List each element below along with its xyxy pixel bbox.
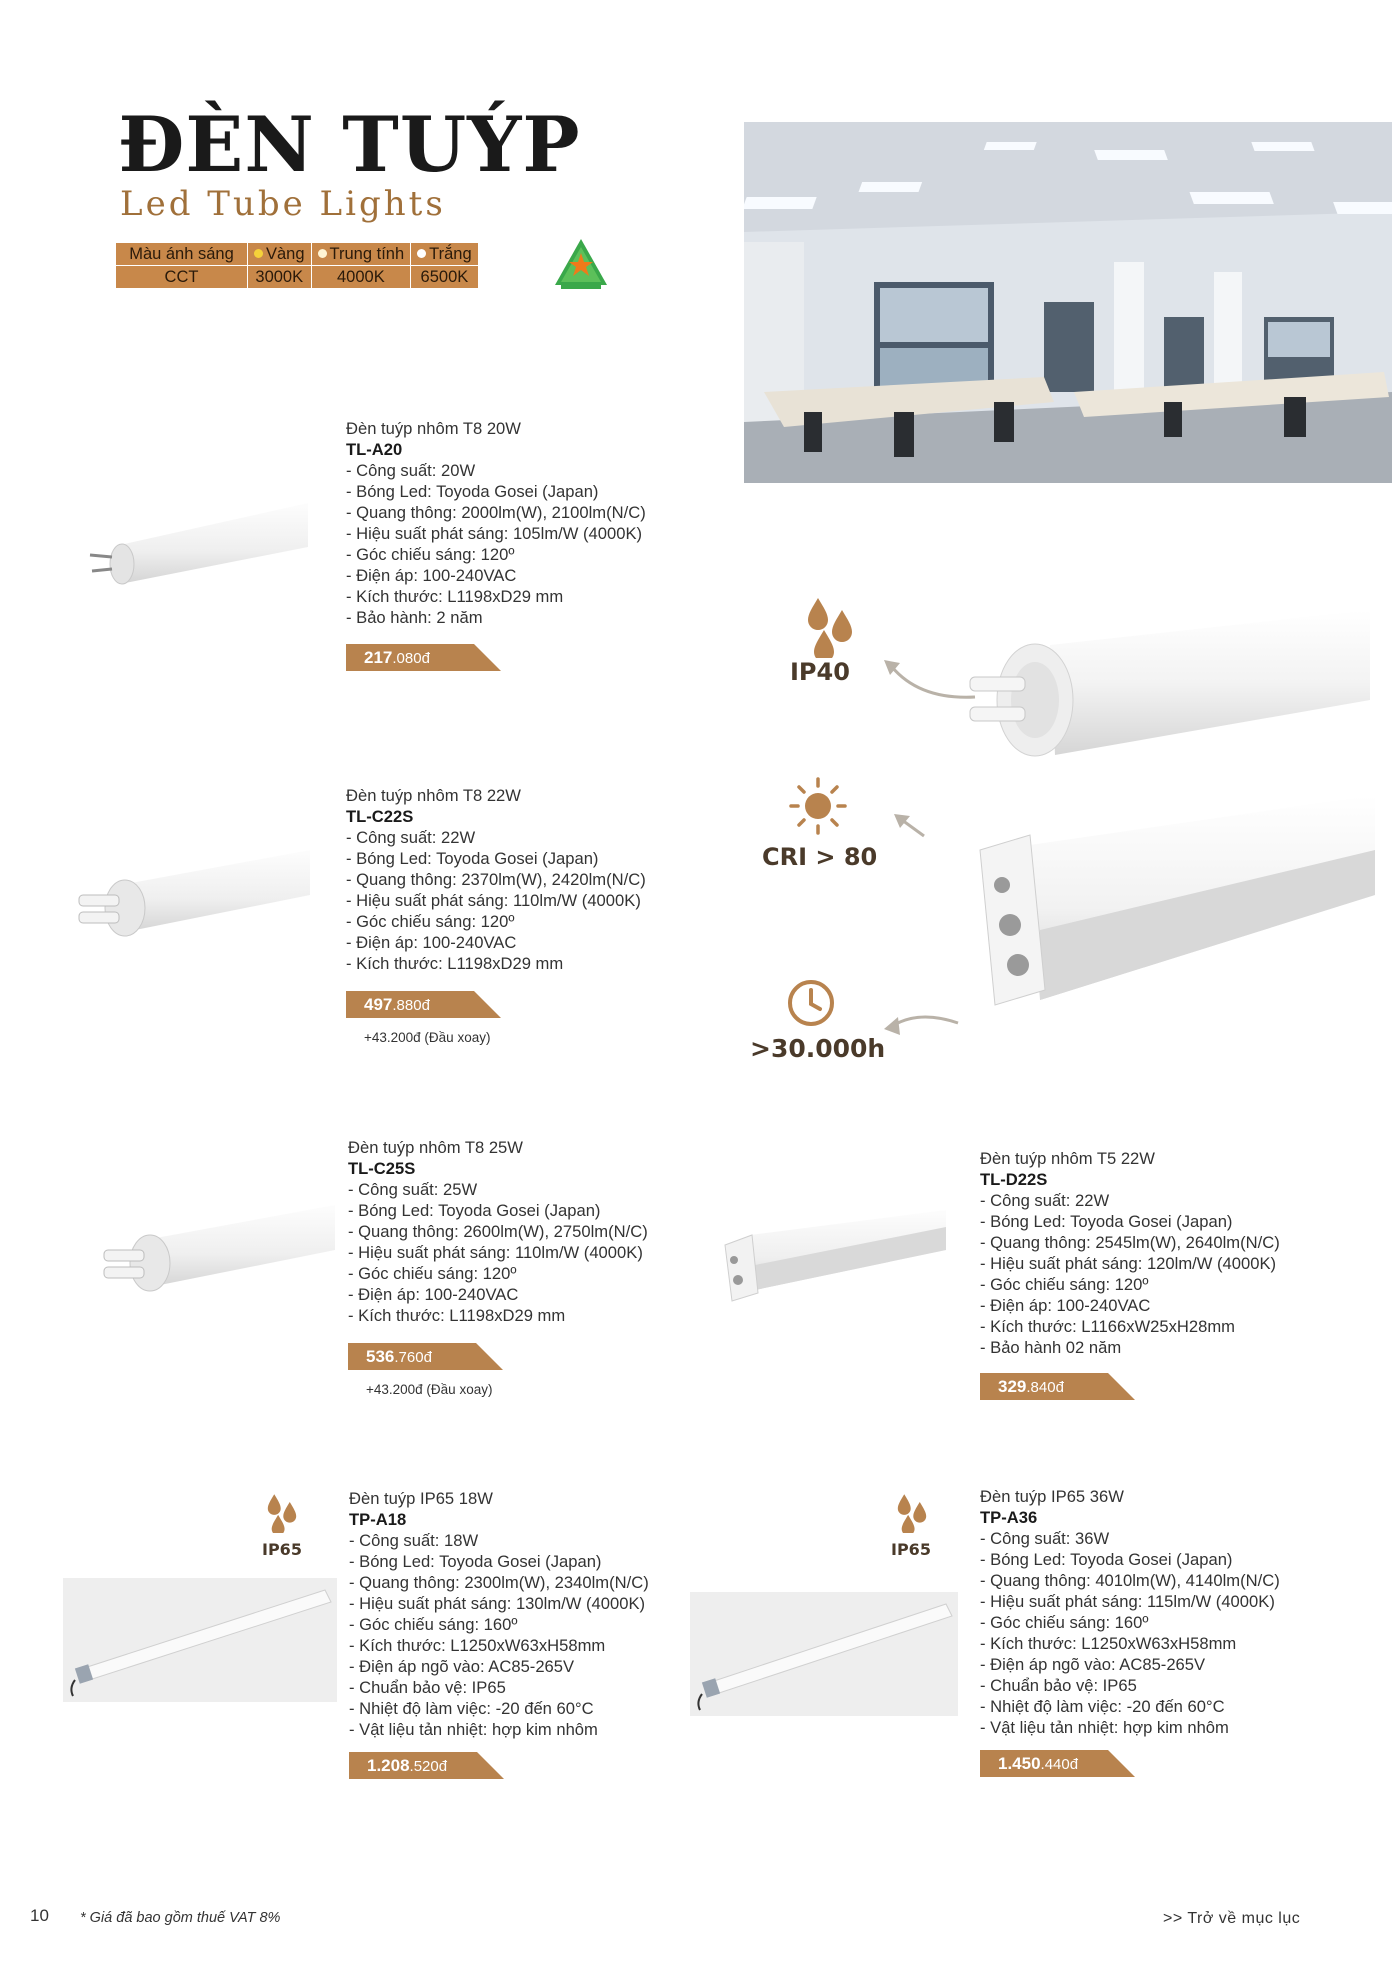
product-spec: - Bóng Led: Toyoda Gosei (Japan) (980, 1212, 1233, 1231)
price-value: 329.840đ (998, 1377, 1064, 1396)
product-spec: - Quang thông: 2600lm(W), 2750lm(N/C) (348, 1222, 648, 1241)
product-spec: - Hiệu suất phát sáng: 120lm/W (4000K) (980, 1254, 1277, 1273)
page-title: ĐÈN TUÝP (118, 100, 581, 189)
product-code: TP-A36 (980, 1508, 1038, 1527)
arrow-icon (890, 812, 930, 842)
product-spec: - Góc chiếu sáng: 120º (346, 912, 515, 931)
cct-row-color (116, 243, 479, 266)
product-spec: - Bảo hành: 2 năm (346, 608, 483, 627)
product-spec: - Điện áp ngõ vào: AC85-265V (980, 1655, 1206, 1674)
certification-logo (553, 237, 609, 291)
price-tag (346, 644, 501, 671)
back-to-contents-link[interactable]: >> Trở về mục lục (1163, 1910, 1301, 1927)
ip65-tube-image (63, 1578, 337, 1702)
price-tag (349, 1752, 504, 1779)
product-spec: - Hiệu suất phát sáng: 130lm/W (4000K) (349, 1594, 646, 1613)
cct-value-white: 6500K (411, 266, 479, 289)
cct-value-warm: 3000K (248, 266, 312, 289)
product-spec: - Kích thước: L1250xW63xH58mm (349, 1636, 606, 1655)
product-card (348, 1137, 648, 1400)
product-spec: - Quang thông: 2000lm(W), 2100lm(N/C) (346, 503, 646, 522)
product-spec: - Quang thông: 4010lm(W), 4140lm(N/C) (980, 1571, 1280, 1590)
feature-life-label: >30.000h (750, 1034, 886, 1063)
product-spec: - Góc chiếu sáng: 120º (348, 1264, 517, 1283)
product-spec: - Bóng Led: Toyoda Gosei (Japan) (346, 482, 599, 501)
price-value: 1.208.520đ (367, 1756, 448, 1775)
option-surcharge: +43.200đ (Đầu xoay) (366, 1382, 493, 1397)
ip-rating-label: IP65 (262, 1540, 302, 1559)
product-spec: - Công suất: 18W (349, 1531, 479, 1550)
product-name: Đèn tuýp IP65 36W (980, 1487, 1124, 1506)
product-code: TL-C22S (346, 807, 414, 826)
water-drops-icon (896, 1493, 928, 1533)
price-value: 217.080đ (364, 648, 430, 667)
product-spec: - Điện áp ngõ vào: AC85-265V (349, 1657, 575, 1676)
product-spec: - Góc chiếu sáng: 160º (980, 1613, 1149, 1632)
product-spec: - Điện áp: 100-240VAC (348, 1285, 519, 1304)
ip-rating-label: IP65 (891, 1540, 931, 1559)
page-subtitle: Led Tube Lights (120, 184, 446, 224)
price-value: 1.450.440đ (998, 1754, 1079, 1773)
page-number: 10 (30, 1906, 49, 1925)
sun-icon (788, 776, 848, 836)
office-photo (744, 122, 1392, 483)
price-tag (348, 1343, 503, 1370)
price-tag (346, 991, 501, 1018)
price-tag (980, 1373, 1135, 1400)
product-spec: - Điện áp: 100-240VAC (346, 933, 517, 952)
water-drops-icon (806, 596, 854, 658)
product-spec: - Kích thước: L1250xW63xH58mm (980, 1634, 1237, 1653)
cct-header-label: Màu ánh sáng (116, 243, 248, 266)
product-spec: - Hiệu suất phát sáng: 110lm/W (4000K) (346, 891, 641, 910)
product-spec: - Chuẩn bảo vệ: IP65 (980, 1676, 1137, 1695)
product-spec: - Công suất: 22W (980, 1191, 1110, 1210)
tube-end-closeup-image (960, 605, 1380, 765)
water-drops-icon (266, 1493, 298, 1533)
ip65-tube-image (690, 1592, 958, 1716)
product-spec: - Công suất: 20W (346, 461, 476, 480)
cct-row-kelvin (116, 266, 479, 289)
clock-icon (786, 978, 836, 1028)
product-spec: - Hiệu suất phát sáng: 110lm/W (4000K) (348, 1243, 643, 1262)
option-surcharge: +43.200đ (Đầu xoay) (364, 1030, 491, 1045)
product-name: Đèn tuýp nhôm T8 22W (346, 786, 521, 805)
product-spec: - Quang thông: 2545lm(W), 2640lm(N/C) (980, 1233, 1280, 1252)
product-spec: - Công suất: 36W (980, 1529, 1110, 1548)
tube-light-image (75, 840, 310, 950)
product-code: TL-D22S (980, 1170, 1048, 1189)
product-spec: - Kích thước: L1166xW25xH28mm (980, 1317, 1236, 1336)
product-spec: - Kích thước: L1198xD29 mm (346, 587, 564, 606)
tube-light-image (80, 495, 308, 605)
tube-profile-closeup-image (950, 790, 1380, 1020)
product-spec: - Quang thông: 2370lm(W), 2420lm(N/C) (346, 870, 646, 889)
product-spec: - Góc chiếu sáng: 120º (346, 545, 515, 564)
product-card (980, 1148, 1280, 1400)
yellow-dot-icon (254, 249, 263, 258)
tube-light-image (100, 1195, 335, 1305)
feature-cri-label: CRI > 80 (762, 843, 878, 871)
product-spec: - Bóng Led: Toyoda Gosei (Japan) (348, 1201, 601, 1220)
product-spec: - Kích thước: L1198xD29 mm (346, 954, 564, 973)
price-value: 536.760đ (366, 1347, 432, 1366)
arrow-icon (880, 1005, 960, 1045)
cct-cell-neutral: Trung tính (311, 243, 411, 266)
product-spec: - Nhiệt độ làm việc: -20 đến 60°C (349, 1699, 594, 1718)
product-spec: - Bóng Led: Toyoda Gosei (Japan) (346, 849, 599, 868)
cct-label: CCT (116, 266, 248, 289)
product-code: TP-A18 (349, 1510, 407, 1529)
feature-ip-label: IP40 (790, 658, 850, 686)
product-card (349, 1488, 649, 1779)
t5-batten-image (720, 1205, 946, 1310)
product-spec: - Nhiệt độ làm việc: -20 đến 60°C (980, 1697, 1225, 1716)
product-spec: - Bảo hành 02 năm (980, 1338, 1122, 1357)
product-spec: - Kích thước: L1198xD29 mm (348, 1306, 566, 1325)
product-spec: - Chuẩn bảo vệ: IP65 (349, 1678, 506, 1697)
cct-table (115, 242, 479, 289)
price-value: 497.880đ (364, 995, 430, 1014)
product-spec: - Bóng Led: Toyoda Gosei (Japan) (980, 1550, 1233, 1569)
product-code: TL-A20 (346, 440, 403, 459)
product-spec: - Hiệu suất phát sáng: 115lm/W (4000K) (980, 1592, 1275, 1611)
product-card (346, 418, 646, 671)
product-spec: - Quang thông: 2300lm(W), 2340lm(N/C) (349, 1573, 649, 1592)
product-spec: - Góc chiếu sáng: 160º (349, 1615, 518, 1634)
price-tag (980, 1750, 1135, 1777)
product-name: Đèn tuýp nhôm T8 25W (348, 1138, 523, 1157)
product-spec: - Điện áp: 100-240VAC (346, 566, 517, 585)
product-spec: - Hiệu suất phát sáng: 105lm/W (4000K) (346, 524, 643, 543)
cct-cell-white: Trắng (411, 243, 479, 266)
product-spec: - Công suất: 22W (346, 828, 476, 847)
neutral-dot-icon (318, 249, 327, 258)
product-spec: - Vật liệu tản nhiệt: hợp kim nhôm (349, 1720, 598, 1739)
product-card (346, 785, 646, 1048)
product-code: TL-C25S (348, 1159, 416, 1178)
product-spec: - Góc chiếu sáng: 120º (980, 1275, 1149, 1294)
product-spec: - Điện áp: 100-240VAC (980, 1296, 1151, 1315)
product-name: Đèn tuýp nhôm T8 20W (346, 419, 521, 438)
product-name: Đèn tuýp IP65 18W (349, 1489, 493, 1508)
product-spec: - Công suất: 25W (348, 1180, 478, 1199)
white-dot-icon (417, 249, 426, 258)
product-card (980, 1486, 1280, 1777)
cct-cell-warm: Vàng (248, 243, 312, 266)
cct-value-neutral: 4000K (311, 266, 411, 289)
product-spec: - Vật liệu tản nhiệt: hợp kim nhôm (980, 1718, 1229, 1737)
vat-note: * Giá đã bao gồm thuế VAT 8% (80, 1910, 281, 1926)
product-spec: - Bóng Led: Toyoda Gosei (Japan) (349, 1552, 602, 1571)
product-name: Đèn tuýp nhôm T5 22W (980, 1149, 1155, 1168)
